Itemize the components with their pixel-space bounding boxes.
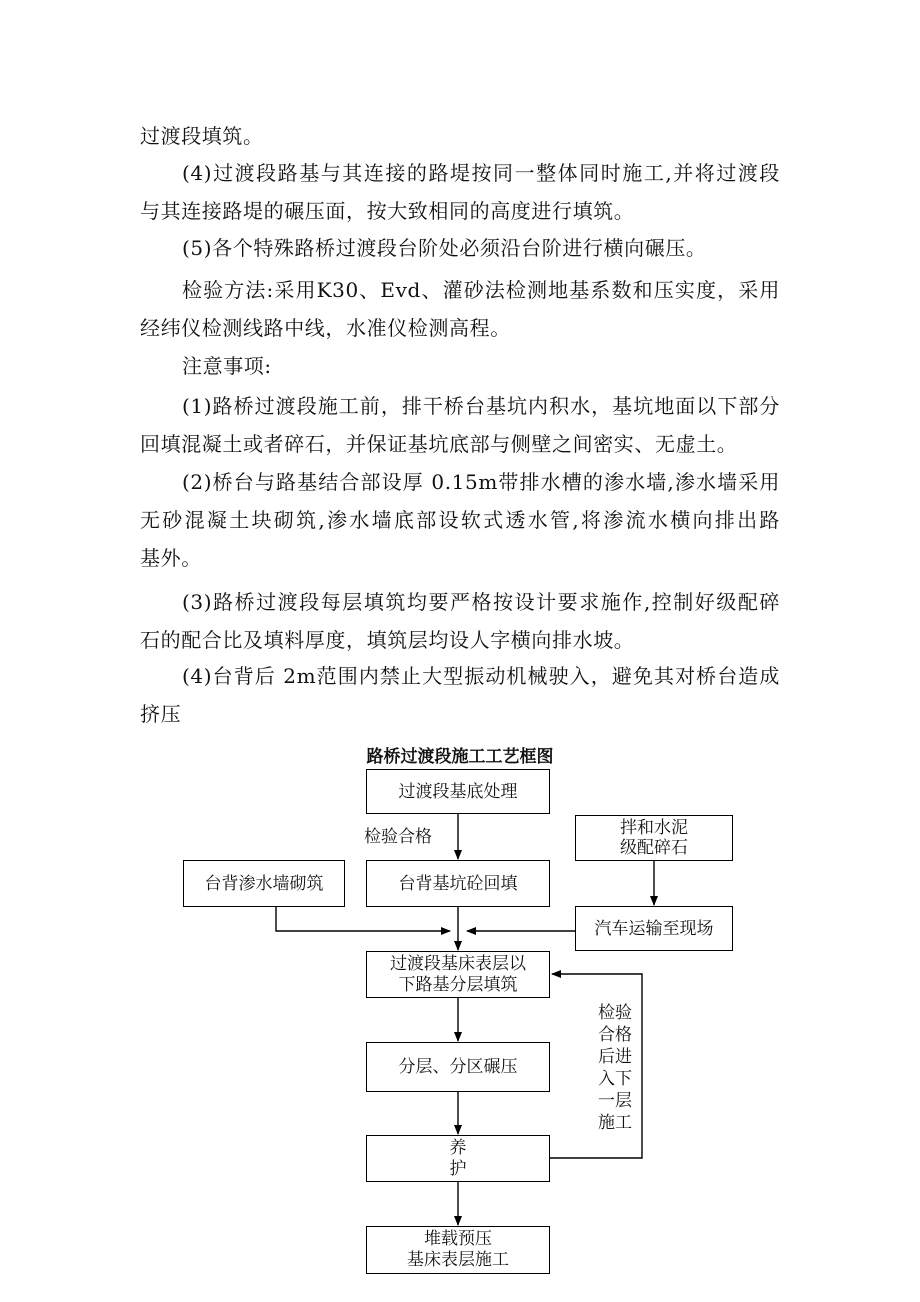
text-line: (1)路桥过渡段施工前，排干桥台基坑内积水，基坑地面以下部分 <box>182 394 780 418</box>
label-inspection-passed: 检验合格 <box>364 827 432 847</box>
loop-label-line: 一层 <box>598 1091 632 1111</box>
box-label: 堆载预压 <box>424 1229 492 1249</box>
loop-label-line: 施工 <box>598 1113 632 1133</box>
loop-label-line: 后进 <box>598 1047 632 1067</box>
text-line: 注意事项: <box>182 354 272 378</box>
text-line: (2)桥台与路基结合部设厚 0.15m带排水槽的渗水墙,渗水墙采用 <box>182 470 780 494</box>
box-preload <box>366 1226 550 1274</box>
box-label: 下路基分层填筑 <box>398 974 518 995</box>
box-curing <box>366 1135 550 1182</box>
box-label: 台背渗水墙砌筑 <box>204 873 324 894</box>
box-seepage-wall <box>183 860 345 907</box>
box-pit-backfill <box>366 860 550 907</box>
text-line: 石的配合比及填料厚度，填筑层均设人字横向排水坡。 <box>140 628 635 652</box>
box-layered-filling <box>366 951 550 998</box>
text-line: 基外。 <box>140 546 202 570</box>
box-label: 养 <box>449 1137 467 1158</box>
box-truck-transport <box>575 906 733 951</box>
text-line: (5)各个特殊路桥过渡段台阶处必须沿台阶进行横向碾压。 <box>182 236 707 260</box>
text-line: 检验方法:采用K30、Evd、灌砂法检测地基系数和压实度，采用 <box>182 278 780 302</box>
box-compaction <box>366 1042 550 1092</box>
box-mix-cement-gravel <box>575 815 733 861</box>
loop-label-line: 合格 <box>598 1025 632 1045</box>
loop-label-line: 入下 <box>598 1069 632 1089</box>
text-line: 经纬仪检测线路中线，水准仪检测高程。 <box>140 316 511 340</box>
box-label: 过渡段基底处理 <box>398 781 518 802</box>
box-base-treatment <box>366 769 550 814</box>
loop-label <box>594 1002 636 1134</box>
text-line: 回填混凝土或者碎石，并保证基坑底部与侧壁之间密实、无虚土。 <box>140 432 738 456</box>
connector-wall <box>276 907 450 931</box>
box-label: 护 <box>449 1158 467 1179</box>
box-label: 分层、分区碾压 <box>398 1057 518 1077</box>
text-line: 挤压 <box>140 702 182 726</box>
text-line: 与其连接路堤的碾压面，按大致相同的高度进行填筑。 <box>140 199 635 223</box>
box-label: 过渡段基床表层以 <box>390 953 526 974</box>
box-label: 级配碎石 <box>620 838 688 858</box>
text-line: 无砂混凝土块砌筑,渗水墙底部设软式透水管,将渗流水横向排出路 <box>140 508 780 532</box>
box-label: 台背基坑砼回填 <box>398 873 518 894</box>
text-line: (4)过渡段路基与其连接的路堤按同一整体同时施工,并将过渡段 <box>182 161 780 185</box>
text-line: (3)路桥过渡段每层填筑均要严格按设计要求施作,控制好级配碎 <box>182 590 780 614</box>
box-label: 拌和水泥 <box>620 818 688 838</box>
box-label: 基床表层施工 <box>407 1250 509 1270</box>
box-label: 汽车运输至现场 <box>594 918 714 939</box>
text-line: (4)台背后 2m范围内禁止大型振动机械驶入，避免其对桥台造成 <box>182 664 780 688</box>
flowchart-title: 路桥过渡段施工工艺框图 <box>366 747 554 767</box>
loop-label-line: 检验 <box>598 1003 632 1023</box>
text-line: 过渡段填筑。 <box>140 124 264 148</box>
